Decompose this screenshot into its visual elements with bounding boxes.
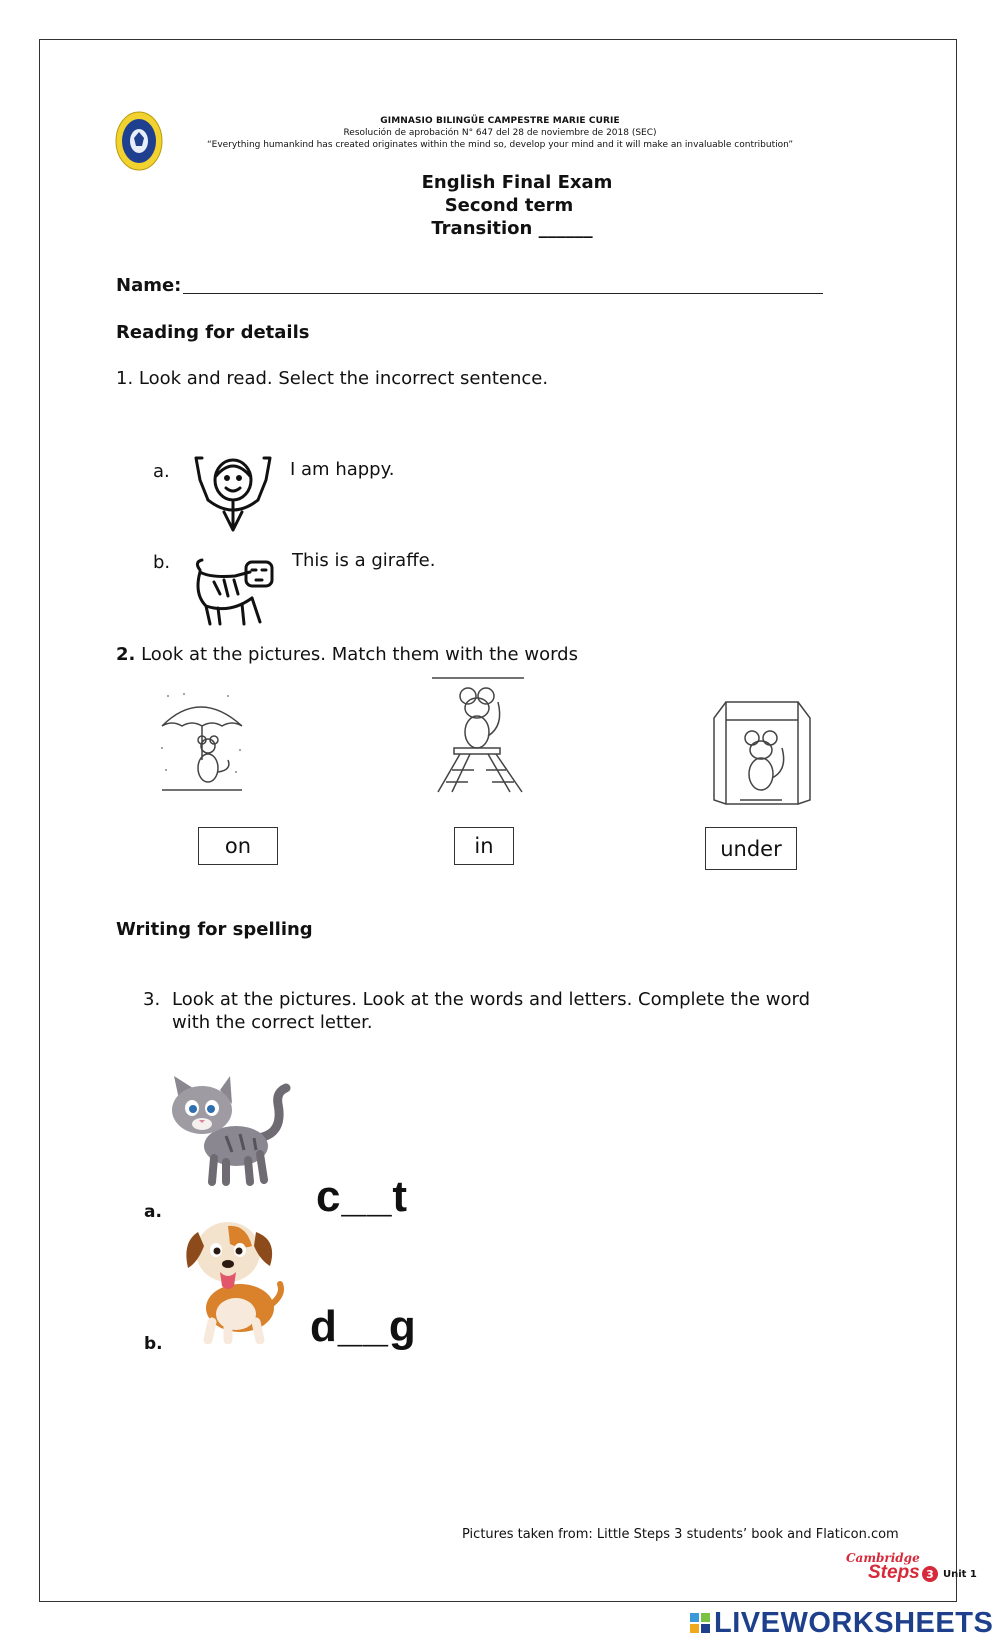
mouse-under-umbrella-image[interactable] [158, 690, 248, 794]
exam-term: Second term [444, 195, 574, 216]
question-2-text: Look at the pictures. Match them with the words [135, 644, 578, 665]
page-border [39, 39, 957, 1602]
question-2-number: 2. [116, 644, 136, 665]
name-label: Name: [116, 275, 182, 296]
reading-heading: Reading for details [116, 322, 310, 343]
exam-title: English Final Exam [421, 172, 613, 193]
writing-heading: Writing for spelling [116, 919, 313, 940]
sentence-a[interactable]: I am happy. [290, 459, 395, 480]
spelling-b-letter: b. [144, 1334, 163, 1354]
word-cat[interactable]: c__t [316, 1172, 409, 1221]
question-1: 1. Look and read. Select the incorrect sentence. [116, 368, 549, 389]
school-motto: “Everything humankind has created originates within the mind so, develop your mind and it will make an invaluable contribution” [206, 140, 794, 150]
picture-credit: Pictures taken from: Little Steps 3 students’ book and Flaticon.com [462, 1527, 899, 1542]
cat-image[interactable] [166, 1074, 294, 1186]
liveworksheets-brand: LIVEWORKSHEETS [714, 1606, 994, 1639]
word-box-under[interactable]: under [705, 827, 797, 870]
dog-image[interactable] [182, 1212, 286, 1344]
word-box-in[interactable]: in [454, 827, 514, 865]
school-name: GIMNASIO BILINGÜE CAMPESTRE MARIE CURIE [380, 116, 620, 126]
exam-grade: Transition ______ [431, 218, 593, 239]
sentence-b[interactable]: This is a giraffe. [292, 550, 436, 571]
badge-brand-1: Cambridge [846, 1551, 920, 1565]
badge-brand-2: Steps [868, 1562, 920, 1583]
liveworksheets-logo-icon [690, 1613, 710, 1633]
liveworksheets-footer[interactable] [690, 1604, 993, 1642]
little-steps-badge [846, 1551, 918, 1587]
option-b-letter: b. [153, 552, 171, 573]
mouse-in-box-image[interactable] [710, 700, 814, 808]
question-3-line-2: with the correct letter. [172, 1012, 373, 1033]
question-3-line-1: Look at the pictures. Look at the words and letters. Complete the word [172, 989, 810, 1010]
word-dog[interactable]: d__g [310, 1302, 417, 1351]
resolution-text: Resolución de aprobación N° 647 del 28 de noviembre de 2018 (SEC) [343, 128, 657, 138]
question-2 [116, 644, 578, 665]
badge-level-number: 3 [922, 1566, 938, 1582]
badge-unit: Unit 1 [943, 1569, 977, 1580]
spelling-a-letter: a. [144, 1202, 162, 1222]
name-field[interactable] [183, 293, 823, 294]
option-a-letter: a. [153, 461, 170, 482]
tiger-icon[interactable] [190, 558, 278, 630]
happy-girl-icon[interactable] [190, 450, 276, 536]
question-3-number: 3. [143, 989, 161, 1010]
mouse-on-ladder-image[interactable] [430, 676, 528, 794]
word-box-on[interactable]: on [198, 827, 278, 865]
